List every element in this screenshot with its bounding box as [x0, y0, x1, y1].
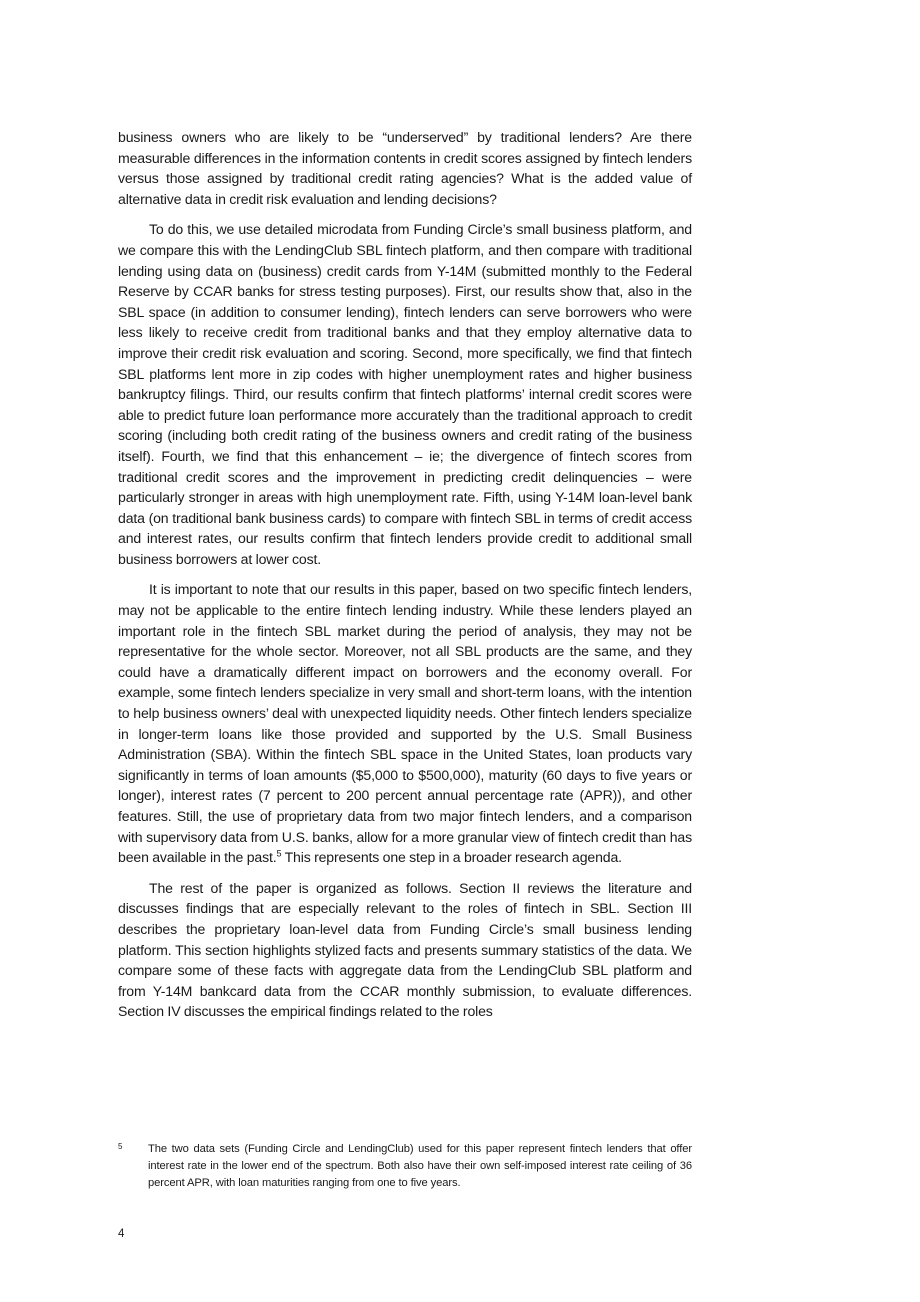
body-text — [118, 127, 692, 1032]
paragraph-findings: To do this, we use detailed microdata from Funding Circle’s small business platform, and we compare this with the LendingClub SBL fintech platform, and then compare with traditional lending using data on (business) credit cards from Y-14M (submitted monthly to the Federal Reserve by CCAR banks for stress testing purposes). First, our results show that, also in the SBL space (in addition to consumer lending), fintech lenders can serve borrowers who were less likely to receive credit from traditional banks and that they employ alternative data to improve their credit risk evaluation and scoring. Second, more specifically, we find that fintech SBL platforms lent more in zip codes with higher unemployment rates and higher business bankruptcy filings. Third, our results confirm that fintech platforms’ internal credit scores were able to predict future loan performance more accurately than the traditional approach to credit scoring (including both credit rating of the business owners and credit rating of the business itself). Fourth, we find that this enhancement – ie; the divergence of fintech scores from traditional credit scores and the improvement in predicting credit delinquencies – were particularly stronger in areas with high unemployment rate. Fifth, using Y-14M loan-level bank data (on traditional bank business cards) to compare with fintech SBL in terms of credit access and interest rates, our results confirm that fintech lenders provide credit to additional small business borrowers at lower cost. — [118, 221, 692, 567]
paragraph-organization: The rest of the paper is organized as follows. Section II reviews the literature and discusses findings that are especially relevant to the roles of fintech in SBL. Section III describes the proprietary loan-level data from Funding Circle’s small business lending platform. This section highlights stylized facts and presents summary statistics of the data. We compare some of these facts with aggregate data from the LendingClub SBL platform and from Y-14M bankcard data from the CCAR monthly submission, to evaluate differences. Section IV discusses the empirical findings related to the roles — [118, 879, 692, 1020]
footnote — [118, 1141, 692, 1192]
paragraph-caveats-text: It is important to note that our results in this paper, based on two specific fintech lenders, may not be applicable to the entire fintech lending industry. While these lenders played an important role in the fintech SBL market during the period of analysis, they may not be representative for the whole sector. Moreover, not all SBL products are the same, and they could have a dramatically different impact on borrowers and the economy overall. For example, some fintech lenders specialize in very small and short-term loans, with the intention to help business owners’ deal with unexpected liquidity needs. Other fintech lenders specialize in longer-term loans like those provided and supported by the U.S. Small Business Administration (SBA). Within the fintech SBL space in the United States, loan products vary significantly in terms of loan amounts ($5,000 to $500,000), maturity (60 days to five years or longer), interest rates (7 percent to 200 percent annual percentage rate (APR)), and other features. Still, the use of proprietary data from two major fintech lenders, and a comparison with supervisory data from U.S. banks, allow for a more granular view of fintech credit than has been available in the past. — [118, 581, 692, 866]
paragraph-caveats-tail: This represents one step in a broader research agenda. — [281, 849, 622, 866]
footnote-text: The two data sets (Funding Circle and LendingClub) used for this paper represent fintech lenders that offer interest rate in the lower end of the spectrum. Both also have their own self-imposed interest rate ceiling of 36 percent APR, with loan maturities ranging from one to five years. — [148, 1143, 692, 1189]
page-number: 4 — [118, 1228, 125, 1240]
footnote-mark: 5 — [118, 1142, 123, 1151]
paragraph-caveats — [118, 579, 692, 867]
footnote-reference[interactable]: 5 — [276, 848, 282, 859]
paragraph-continuation: business owners who are likely to be “underserved” by traditional lenders? Are there measurable differences in the information contents in credit scores assigned by fintech lenders versus those assigned by traditional credit rating agencies? What is the added value of alternative data in credit risk evaluation and lending decisions? — [118, 129, 692, 207]
